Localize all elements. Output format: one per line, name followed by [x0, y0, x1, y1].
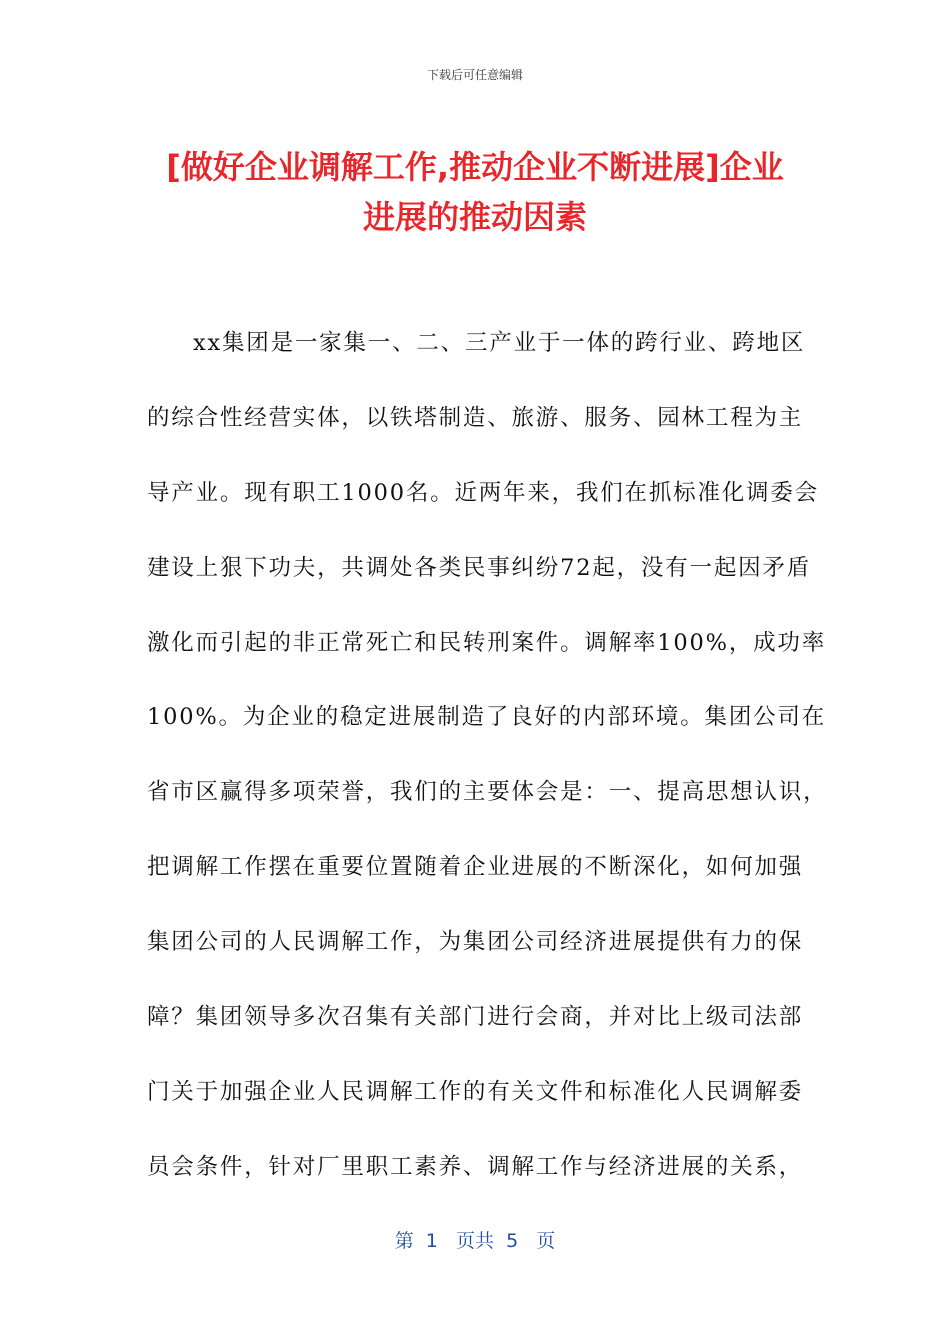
body-line: 门关于加强企业人民调解工作的有关文件和标准化人民调解委 [147, 1078, 804, 1105]
body-line: 100%。为企业的稳定进展制造了良好的内部环境。集团公司在 [147, 704, 827, 731]
body-text [147, 322, 828, 1221]
body-line: 的综合性经营实体，以铁塔制造、旅游、服务、园林工程为主 [147, 404, 804, 431]
header-note: 下载后可任意编辑 [426, 68, 523, 82]
body-line: 建设上狠下功夫，共调处各类民事纠纷72起，没有一起因矛盾 [147, 554, 812, 581]
body-line: 把调解工作摆在重要位置随着企业进展的不断深化，如何加强 [147, 854, 804, 881]
title-line-1: [做好企业调解工作,推动企业不断进展]企业 [166, 148, 784, 186]
page-number-footer: 第 1 页共 5 页 [394, 1230, 556, 1252]
body-line: 激化而引起的非正常死亡和民转刑案件。调解率100%，成功率 [147, 629, 827, 656]
title-line-2: 进展的推动因素 [362, 198, 587, 236]
document-title [120, 142, 830, 242]
body-line: xx集团是一家集一、二、三产业于一体的跨行业、跨地区 [193, 330, 806, 356]
body-line: 省市区赢得多项荣誉，我们的主要体会是：一、提高思想认识， [147, 779, 828, 806]
body-line: 员会条件，针对厂里职工素养、调解工作与经济进展的关系， [147, 1153, 804, 1180]
body-line: 集团公司的人民调解工作，为集团公司经济进展提供有力的保 [147, 929, 804, 956]
body-line: 障？集团领导多次召集有关部门进行会商，并对比上级司法部 [147, 1004, 804, 1031]
body-line: 导产业。现有职工1000名。近两年来，我们在抓标准化调委会 [147, 479, 819, 506]
